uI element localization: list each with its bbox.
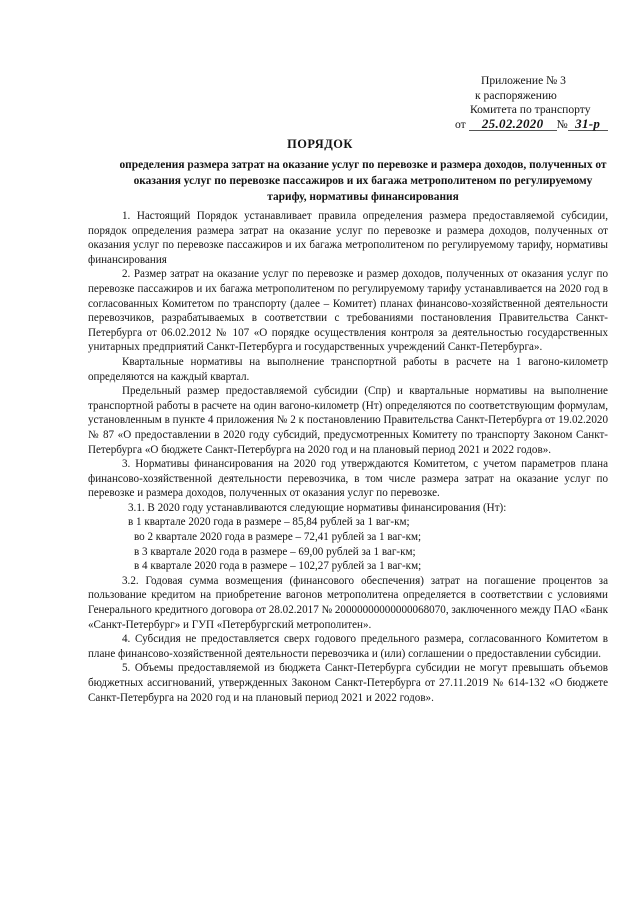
appendix-committee: Комитета по транспорту <box>470 103 591 116</box>
quarter-4-norm: в 4 квартале 2020 года в размере – 102,27 рублей за 1 ваг-км; <box>134 560 422 573</box>
paragraph-1: 1. Настоящий Порядок устанавливает правила определения размера предоставляемой субсидии, порядок определения размера затрат на оказание услуг по перевозке и размера доходов, полученных от оказания услуг по перевозке пассажиров и их багажа метрополитеном по регулируемому тарифу, нормативы финансирования <box>88 210 608 266</box>
document-subtitle: определения размера затрат на оказание услуг по перевозке и размера доходов, полученных от оказания услуг по перевозке пассажиров и их багажа метрополитеном по регулируемому тарифу, нормативы финансирования <box>119 159 607 203</box>
paragraph-5: 5. Объемы предоставляемой из бюджета Санкт-Петербурга субсидии не могут превышать объемов бюджетных ассигнований, утвержденных Законом Санкт-Петербурга от 27.11.2019 № 614-132 «О бюджете Санкт-Петербурга на 2020 год и на плановый период 2021 и 2022 годов». <box>88 662 608 704</box>
paragraph-quarterly-norms: Квартальные нормативы на выполнение транспортной работы в расчете на 1 вагоно-километр определяются на каждый квартал. <box>88 355 608 383</box>
appendix-number: Приложение № 3 <box>481 74 566 87</box>
paragraph-subsidy-limit: Предельный размер предоставляемой субсидии (Спр) и квартальные нормативы на выполнение транспортной работы в расчете на один вагоно-километр (Нт) определяются по соответствующим формулам, установленным в пункте 4 приложения № 2 к постановлению Правительства Санкт-Петербурга от 19.02.2020 № 87 «О предоставлении в 2020 году субсидий, предусмотренных Комитету по транспорту Законом Санкт-Петербурга «О бюджете Санкт-Петербурга на 2020 год и на плановый период 2021 и 2022 годов». <box>88 385 608 456</box>
handwritten-date: 25.02.2020 <box>469 118 557 131</box>
document-body <box>88 209 608 705</box>
appendix-from-label: от <box>455 117 466 131</box>
quarter-2-norm: во 2 квартале 2020 года в размере – 72,41 рублей за 1 ваг-км; <box>134 531 422 544</box>
appendix-order-label: к распоряжению <box>475 88 557 102</box>
number-sign: № <box>556 117 568 131</box>
paragraph-2: 2. Размер затрат на оказание услуг по перевозке и размер доходов, полученных от оказания услуг по перевозке пассажиров и их багажа метрополитеном по регулируемому тарифу устанавливается на 2020 год в согласованных Комитетом по транспорту (далее – Комитет) планах финансово-хозяйственной деятельности перевозчиков, разрабатываемых в соответствии с требованиями постановления Правительства Санкт-Петербурга от 06.02.2012 № 107 «О порядке осуществления контроля за деятельностью государственных унитарных предприятий Санкт-Петербурга и государственных учреждений Санкт-Петербурга». <box>88 268 608 354</box>
paragraph-3-2: 3.2. Годовая сумма возмещения (финансового обеспечения) затрат на погашение процентов за пользование кредитом на приобретение вагонов метрополитена определяется в соответствии с условиями Генерального кредитного договора от 28.02.2017 № 20000000000000068070, заключенного между ПАО «Банк «Санкт-Петербург» и ГУП «Петербургский метрополитен». <box>88 574 608 631</box>
paragraph-3: 3. Нормативы финансирования на 2020 год утверждаются Комитетом, с учетом параметров плана финансово-хозяйственной деятельности перевозчика, в том числе размера затрат на оказание услуг по перевозке и размера доходов, полученных от оказания услуг по перевозке. <box>88 458 608 500</box>
quarter-1-norm: в 1 квартале 2020 года в размере – 85,84 рублей за 1 ваг-км; <box>128 516 410 529</box>
handwritten-order-number: 31-р <box>568 118 608 131</box>
document-title: ПОРЯДОК <box>287 137 353 151</box>
paragraph-4: 4. Субсидия не предоставляется сверх годового предельного размера, согласованного Комитетом в плане финансово-хозяйственной деятельности перевозчика и (или) соглашении о предоставлении субсидии. <box>88 633 608 660</box>
paragraph-3-1: 3.1. В 2020 году устанавливаются следующие нормативы финансирования (Нт): <box>128 501 507 514</box>
appendix-date-line <box>454 115 629 133</box>
appendix-header <box>454 74 629 132</box>
quarter-3-norm: в 3 квартале 2020 года в размере – 69,00 рублей за 1 ваг-км; <box>134 545 416 558</box>
